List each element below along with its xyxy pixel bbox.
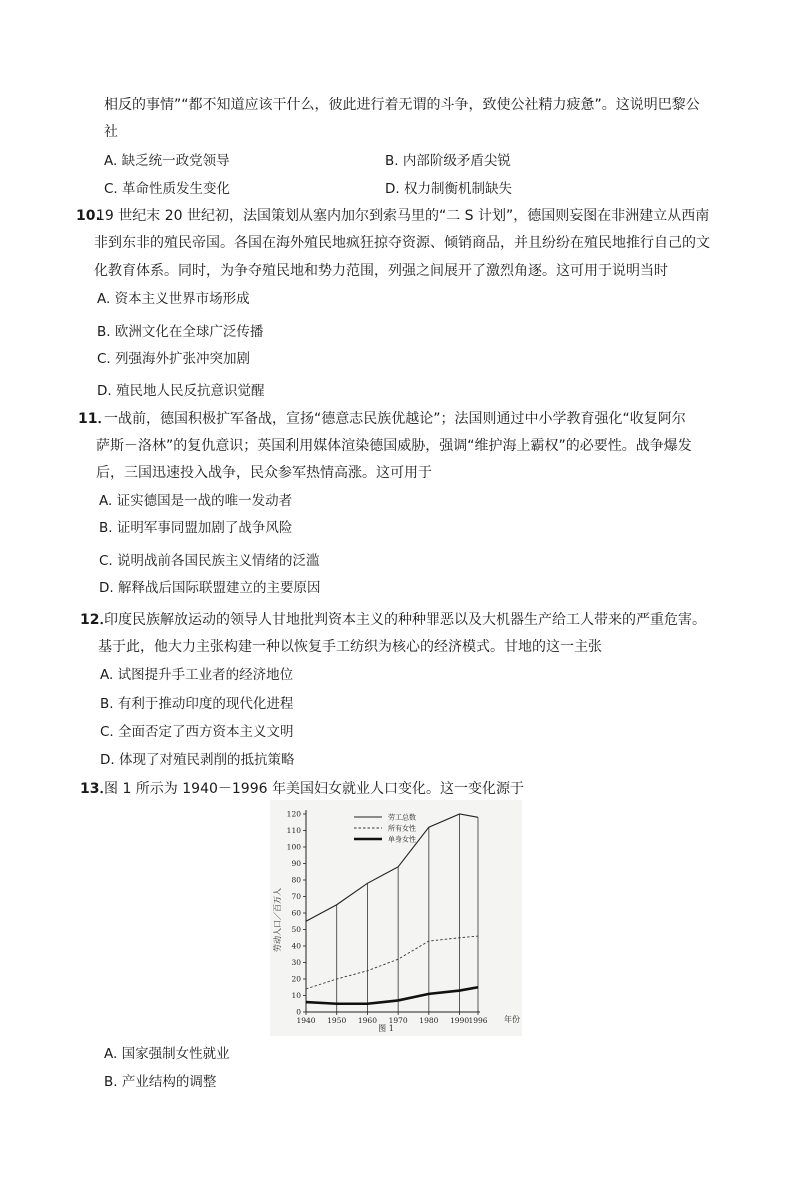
q13-option-a[interactable]: A. 国家强制女性就业 <box>104 1046 230 1062</box>
q10-number: 10. <box>76 208 101 224</box>
x-tick-label: 1996 <box>468 1016 488 1025</box>
prev-option-d[interactable]: D. 权力制衡机制缺失 <box>385 181 512 197</box>
prev-option-c[interactable]: C. 革命性质发生变化 <box>104 181 231 197</box>
y-tick-label: 10 <box>291 991 301 1000</box>
y-tick-label: 30 <box>291 958 301 967</box>
q12-stem-line2: 基于此，他大力主张构建一种以恢复手工纺织为核心的经济模式。甘地的这一主张 <box>98 639 602 655</box>
y-tick-label: 80 <box>291 875 301 885</box>
q12-stem-line1: 印度民族解放运动的领导人甘地批判资本主义的种种罪恶以及大机器生产给工人带来的严重危害。 <box>104 612 706 628</box>
x-tick-label: 1980 <box>419 1016 439 1025</box>
y-tick-label: 70 <box>291 892 301 901</box>
y-tick-label: 120 <box>286 809 301 819</box>
q11-stem-line2: 萨斯－洛林”的复仇意识；英国利用媒体渲染德国威胁，强调“维护海上霸权”的必要性。战争爆发 <box>96 438 692 454</box>
y-axis-label: 劳动人口／百万人 <box>273 888 282 952</box>
q11-option-c[interactable]: C. 说明战前各国民族主义情绪的泛滥 <box>99 553 320 569</box>
q13-stem: 图 1 所示为 1940－1996 年美国妇女就业人口变化。这一变化源于 <box>104 781 524 797</box>
q11-stem-line1: 一战前，德国积极扩军备战，宣扬“德意志民族优越论”；法国则通过中小学教育强化“收复阿尔 <box>104 411 686 427</box>
x-tick-label: 1950 <box>327 1016 347 1025</box>
q13-number: 13． <box>80 781 114 797</box>
x-axis-label: 年份 <box>504 1015 520 1024</box>
q10-option-a[interactable]: A. 资本主义世界市场形成 <box>97 291 250 307</box>
q12-option-c[interactable]: C. 全面否定了西方资本主义文明 <box>100 724 294 740</box>
q10-stem-line1: 19 世纪末 20 世纪初，法国策划从塞内加尔到索马里的“二 S 计划”，德国则妄图在非洲建立从西南 <box>96 208 710 224</box>
q12-number: 12． <box>80 612 114 628</box>
q11-option-b[interactable]: B. 证明军事同盟加剧了战争风险 <box>99 520 293 536</box>
x-tick-label: 1960 <box>357 1016 377 1025</box>
figure-caption: 图 1 <box>378 1024 394 1033</box>
prev-option-a[interactable]: A. 缺乏统一政党领导 <box>104 153 230 169</box>
legend-label-2: 所有女性 <box>388 824 416 833</box>
prev-question-text-line2: 社 <box>104 124 118 140</box>
q11-stem-line3: 后，三国迅速投入战争，民众参军热情高涨。这可用于 <box>96 465 432 481</box>
y-tick-label: 110 <box>286 826 301 835</box>
x-tick-label: 1940 <box>296 1016 316 1025</box>
q12-option-d[interactable]: D. 体现了对殖民剥削的抵抗策略 <box>100 752 295 768</box>
y-tick-label: 50 <box>291 925 301 934</box>
y-tick-label: 100 <box>286 842 301 852</box>
y-tick-label: 20 <box>291 974 301 984</box>
q10-stem-line2: 非到东非的殖民帝国。各国在海外殖民地疯狂掠夺资源、倾销商品，并且纷纷在殖民地推行自己的文 <box>94 235 710 251</box>
q10-option-c[interactable]: C. 列强海外扩张冲突加剧 <box>97 351 251 367</box>
legend-label-3: 单身女性 <box>388 835 416 844</box>
prev-option-b[interactable]: B. 内部阶级矛盾尖锐 <box>385 153 511 169</box>
y-tick-label: 0 <box>296 1007 301 1017</box>
q11-option-a[interactable]: A. 证实德国是一战的唯一发动者 <box>99 493 293 509</box>
y-tick-label: 60 <box>291 908 301 918</box>
y-tick-label: 90 <box>291 859 301 868</box>
q10-option-d[interactable]: D. 殖民地人民反抗意识觉醒 <box>97 383 265 399</box>
q10-option-b[interactable]: B. 欧洲文化在全球广泛传播 <box>97 324 264 340</box>
employment-line-chart <box>270 800 522 1036</box>
q11-option-d[interactable]: D. 解释战后国际联盟建立的主要原因 <box>99 580 321 596</box>
q11-number: 11． <box>78 411 112 427</box>
x-tick-label: 1970 <box>388 1016 408 1025</box>
figure-1 <box>270 800 522 1036</box>
y-tick-label: 40 <box>291 941 301 951</box>
legend-label-1: 劳工总数 <box>388 813 416 822</box>
x-tick-label: 1990 <box>450 1016 470 1025</box>
q10-stem-line3: 化教育体系。同时，为争夺殖民地和势力范围，列强之间展开了激烈角逐。这可用于说明当时 <box>94 263 668 279</box>
q12-option-a[interactable]: A. 试图提升手工业者的经济地位 <box>100 667 294 683</box>
prev-question-text-line1: 相反的事情”“都不知道应该干什么，彼此进行着无谓的斗争，致使公社精力疲惫”。这说明巴黎公 <box>104 97 700 113</box>
q13-option-b[interactable]: B. 产业结构的调整 <box>104 1074 217 1090</box>
q12-option-b[interactable]: B. 有利于推动印度的现代化进程 <box>100 696 294 712</box>
